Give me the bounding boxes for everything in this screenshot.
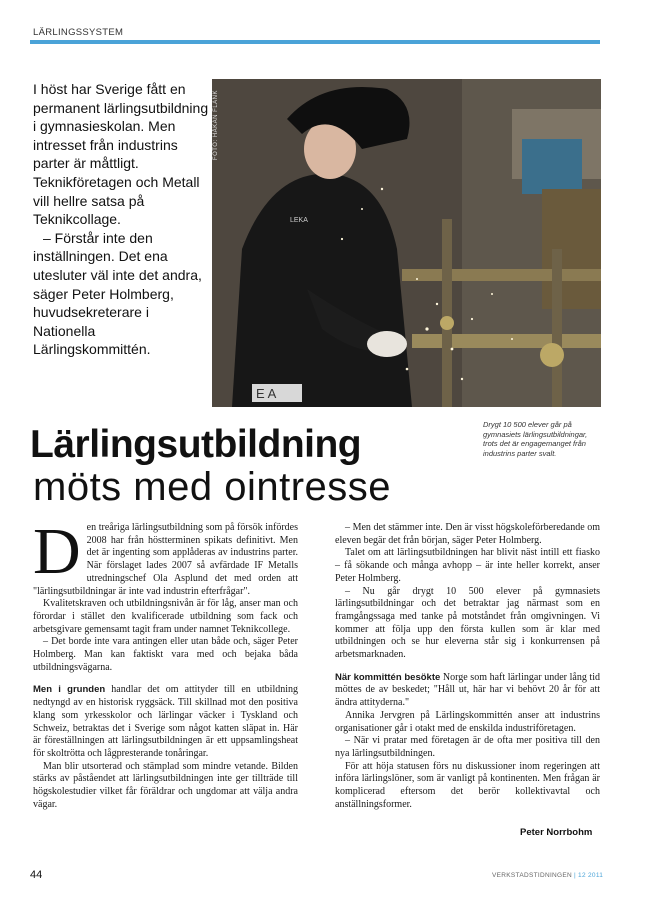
run-in-heading: Men i grunden: [33, 684, 106, 696]
subheadline: möts med ointresse: [33, 465, 392, 509]
article-paragraph: – Men det stämmer inte. Den är visst högskoleförberedande om eleven begär det från början, säger Peter Holmberg.: [335, 522, 600, 546]
page-number: 44: [30, 869, 43, 881]
photo-credit: FOTO: HÅKAN FLANK: [213, 90, 219, 161]
run-in-heading: När kommittén besökte: [335, 671, 441, 683]
article-paragraph: Kvalitetskraven och utbildningsnivån är för låg, anser man och förordar i stället den kvalificerade utbildning som fack och arbetsgivare gemensamt tagit fram under namnet Teknikcollege.: [33, 598, 298, 635]
helmet-letters: E A: [256, 386, 277, 401]
headline: Lärlingsutbildning: [30, 423, 362, 466]
article-paragraph: För att höja statusen förs nu diskussioner inom regeringen att införa lärlingslöner, som är vanligt på kontinenten. Men frågan är komplicerad eftersom det berör kollektivavtal och anställningsformer.: [335, 760, 600, 810]
drop-cap: D: [33, 515, 81, 588]
author-byline: Peter Norrbohm: [520, 827, 593, 838]
article-paragraph: [33, 684, 298, 760]
section-label: LÄRLINGSSYSTEM: [33, 27, 124, 38]
article-paragraph: – Det borde inte vara antingen eller utan både och, säger Peter Holmberg. Man kan faktiskt vara med och bejaka båda utbildningsvägarna.: [33, 636, 298, 673]
article-paragraph: Man blir utsorterad och stämplad som mindre vetande. Bilden stärks av påståendet att lärlingsutbildningen inte ger tillträde till högskolestudier vilket får föräldrar och ungdomar att välja andra vägar.: [33, 760, 298, 810]
magazine-footer: [492, 872, 603, 879]
lead-text-2: – Förstår inte den inställningen. Det ena utesluter väl inte det andra, säger Peter Holmberg, huvudsekreterare i Nationella Lärlingskommittén.: [33, 229, 202, 358]
article-paragraph: [33, 515, 298, 598]
article-paragraph: Talet om att lärlingsutbildningen har blivit näst intill ett fiasko – få sökande och många avhopp – är inte heller korrekt, anser Peter Holmberg.: [335, 547, 600, 584]
article-column-left: [33, 515, 299, 811]
article-paragraph: [335, 672, 600, 710]
magazine-name: VERKSTADSTIDNINGEN: [492, 872, 573, 879]
article-paragraph: Annika Jervgren på Lärlingskommittén anser att industrins organisationer går i otakt med de enskilda industriföretagen.: [335, 709, 600, 734]
article-text: en treåriga lärlingsutbildning som på försök infördes 2008 har från höstterminen spikats definitivt. Men det är ingenting som applåderas av industrins parter. När förslaget lades 2007 så avfärdade IF Metalls utredningschef Ola Asplund det med orden att "lärlingsutbildningar är inte vad industrin efterfrågar".: [33, 522, 298, 597]
welder-photo: [212, 79, 601, 407]
article-column-right: [335, 522, 600, 811]
article-text: Norge som haft lärlingar under lång tid möttes de av beskedet; "Håll ut, här har vi behövt 20 år för att ändra attityderna.": [335, 671, 600, 709]
lead-text-1: I höst har Sverige fått en permanent lärlingsutbildning i gymnasieskolan. Men intresset från industrins parter är måttligt. Teknikföretagen och Metall vill hellre satsa på Teknikcollage.: [33, 81, 209, 228]
issue-number: 12 2011: [578, 872, 604, 879]
article-paragraph: – När vi pratar med företagen är de ofta mer positiva till den nya lärlingsutbildningen.: [335, 735, 600, 759]
jacket-logo: LEKA: [290, 217, 308, 224]
lead-paragraph: [33, 80, 213, 359]
article-text: handlar det om attityder till en utbildning nedtyngd av en historisk ryggsäck. Till skillnad mot den positiva klang som yrkesskolor och lärlingar väcker i Tyskland och Schweiz, betraktas det i Sverige som något katten släpat in. Här är föreställningen att lärlingsutbildningen är ett uppsamlingsheat för skoltrötta och lågpresterande tonåringar.: [33, 684, 299, 759]
photo-caption: Drygt 10 500 elever går på gymnasiets lärlingsutbildningar, trots det är engagemanget från industrins parter svalt.: [483, 420, 588, 458]
section-rule: [30, 40, 600, 44]
footer-divider: |: [574, 872, 577, 879]
welder-illustration: [212, 79, 601, 407]
article-paragraph: – Nu går drygt 10 500 elever på gymnasiets lärlingsutbildningar och det betraktar jag närmast som en framgångssaga med tanke på motståndet från omgivningen. Vi kommer att följa upp den första kullen som är klar med utbildningen och se hur eleverna står sig i konkurrensen på arbetsmarknaden.: [335, 585, 600, 661]
